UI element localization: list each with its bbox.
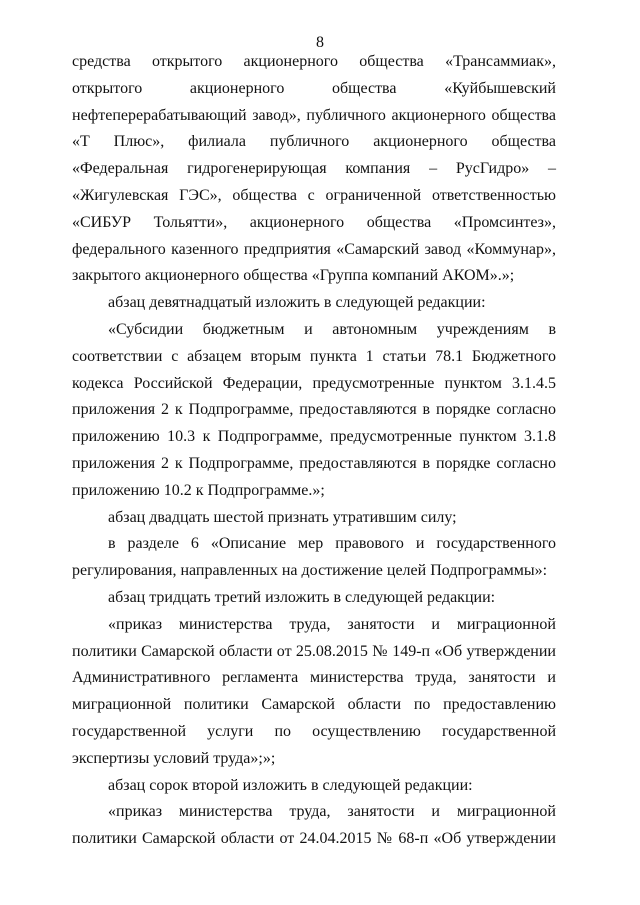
paragraph-amend-33: абзац тридцать третий изложить в следующей редакции: [108, 588, 496, 606]
paragraph-amend-42: абзац сорок второй изложить в следующей редакции: [108, 776, 473, 794]
paragraph-section-6: в разделе 6 «Описание мер правового и государственного регулирования, направленных на достижение целей Подпрограммы»: [72, 535, 556, 580]
page-number: 8 [316, 34, 324, 51]
document-body [72, 49, 556, 853]
paragraph-amend-19: абзац девятнадцатый изложить в следующей редакции: [108, 294, 486, 312]
paragraph-order-149: «приказ министерства труда, занятости и миграционной политики Самарской области от 25.08.2015 № 149-п «Об утверждении Административного регламента министерства труда, занятости и миграционной политики Самарской области по предоставлению государственной услуги по осуществлению государственной экспертизы условий труда»;»; [72, 615, 556, 767]
paragraph-repeal-26: абзац двадцать шестой признать утратившим силу; [108, 508, 457, 526]
paragraph-order-68: «приказ министерства труда, занятости и миграционной политики Самарской области от 24.04.2015 № 68-п «Об утверждении [72, 803, 556, 848]
paragraph-enterprises-list: средства открытого акционерного общества «Трансаммиак», открытого акционерного общества «Куйбышевский нефтеперерабатывающий завод», публичного акционерного общества «Т Плюс», филиала публичного акционерного общества «Федеральная гидрогенерирующая компания – РусГидро» – «Жигулевская ГЭС», общества с ограниченной ответственностью «СИБУР Тольятти», акционерного общества «Промсинтез», федерального казенного предприятия «Самарский завод «Коммунар», закрытого акционерного общества «Группа компаний АКОМ».»; [72, 53, 556, 285]
paragraph-subsidies: «Субсидии бюджетным и автономным учреждениям в соответствии с абзацем вторым пункта 1 статьи 78.1 Бюджетного кодекса Российской Федерации, предусмотренные пунктом 3.1.4.5 приложения 2 к Подпрограмме, предоставляются в порядке согласно приложению 10.3 к Подпрограмме, предусмотренные пунктом 3.1.8 приложения 2 к Подпрограмме, предоставляются в порядке согласно приложению 10.2 к Подпрограмме.»; [72, 320, 556, 499]
